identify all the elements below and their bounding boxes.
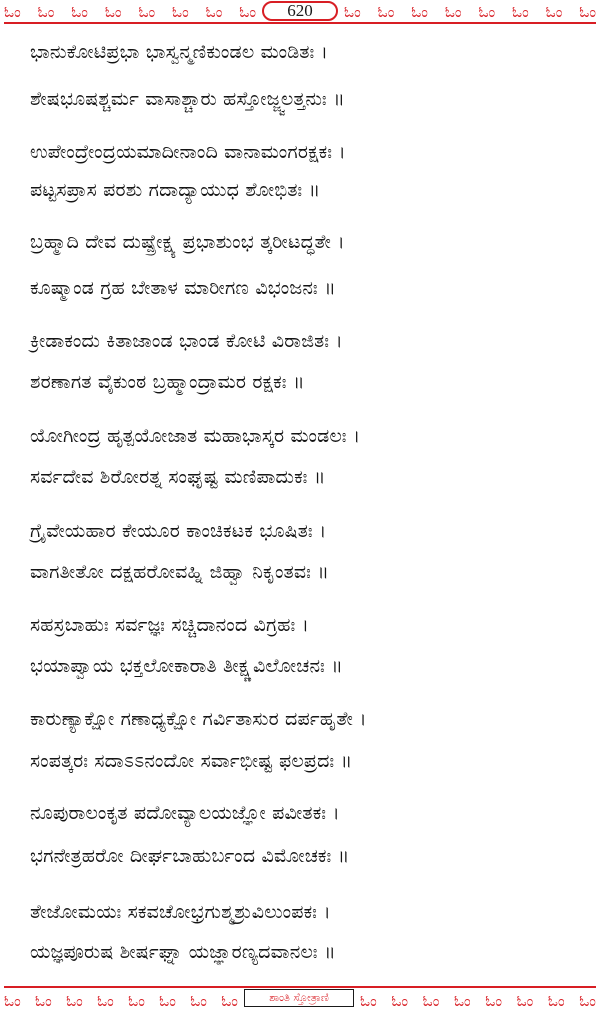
verse-line: ಪಟ್ಟಸಪ್ರಾಸ ಪರಶು ಗದಾದ್ಯಾಯುಧ ಶೋಭಿತಃ ॥: [30, 179, 321, 201]
om-symbol: ಓಂ: [138, 3, 156, 21]
verse-line: ತೇಜೋಮಯಃ ಸಕವಚೋಭ್ರಗುಶ್ಮಶ್ರುವಿಲುಂಪಕಃ ।: [30, 901, 331, 923]
verse-line: ನೂಪುರಾಲಂಕೃತ ಪದೋವ್ಯಾಲಯಜ್ಞೋ ಪವೀತಕಃ ।: [30, 802, 340, 824]
footer-rule: [4, 986, 596, 988]
om-symbol: ಓಂ: [71, 3, 88, 21]
verse-line: ವಾಗತೀತೋ ದಕ್ಷಹರೋವಹ್ನಿ ಜಿಹ್ವಾ ನಿಕೃಂತವಃ ॥: [30, 561, 330, 583]
verse-line: ಭಾನುಕೋಟಿಪ್ರಭಾ ಭಾಸ್ವನ್ಮಣಿಕುಂಡಲ ಮಂಡಿತಃ ।: [30, 41, 329, 63]
om-symbol: ಓಂ: [516, 992, 534, 1010]
verse-line: ಸಹಸ್ರಬಾಹುಃ ಸರ್ವಜ್ಞಃ ಸಚ್ಚಿದಾನಂದ ವಿಗ್ರಹಃ ।: [30, 614, 310, 636]
verse-line: ಕ್ರೀಡಾಕಂದು ಕಿತಾಜಾಂಡ ಭಾಂಡ ಕೋಟಿ ವಿರಾಜಿತಃ ।: [30, 330, 343, 352]
om-symbol: ಓಂ: [453, 992, 471, 1010]
footer-om-row-left: [4, 991, 238, 1011]
om-symbol: ಓಂ: [66, 992, 83, 1010]
page-footer: [0, 986, 600, 1012]
page-number: 620: [262, 1, 338, 21]
om-symbol: ಓಂ: [159, 992, 176, 1010]
om-symbol: ಓಂ: [344, 3, 361, 21]
om-symbol: ಓಂ: [37, 3, 55, 21]
verse-line: ಕಾರುಣ್ಯಾಕ್ಷೋ ಗಣಾಧ್ಯಕ್ಷೋ ಗರ್ವಿತಾಸುರ ದರ್ಪಹೃತೇ ।: [30, 708, 367, 730]
om-symbol: ಓಂ: [221, 992, 238, 1010]
verse-line: ಶೇಷಭೂಷಶ್ಚರ್ಮ ವಾಸಾಶ್ಚಾರು ಹಸ್ತೋಜ್ಜ್ವಲತ್ತನುಃ ॥: [30, 88, 345, 110]
verse-line: ಉಪೇಂದ್ರೇಂದ್ರಯಮಾದೀನಾಂದಿ ವಾನಾಮಂಗರಕ್ಷಕಃ ।: [30, 141, 346, 163]
om-symbol: ಓಂ: [391, 992, 409, 1010]
om-symbol: ಓಂ: [205, 3, 223, 21]
verse-line: ಸರ್ವದೇವ ಶಿರೋರತ್ನ ಸಂಘೃಷ್ಟ ಮಣಿಪಾದುಕಃ ॥: [30, 466, 326, 488]
om-symbol: ಓಂ: [579, 3, 596, 21]
verse-line: ಬ್ರಹ್ಮಾದಿ ದೇವ ದುಷ್ಪ್ರೇಕ್ಷ್ಯ ಪ್ರಭಾಶುಂಭ ತ್ಕರೀಟದ್ಧತೇ ।: [30, 231, 345, 253]
section-title-label: ಶಾಂತಿ ಸ್ತೋತ್ರಾಣಿ: [244, 989, 354, 1007]
om-symbol: ಓಂ: [172, 3, 189, 21]
om-symbol: ಓಂ: [239, 3, 256, 21]
verse-line: ಭಯಾಪ್ವಾಯ ಭಕ್ತಲೋಕಾರಾತಿ ತೀಕ್ಷ್ಣವಿಲೋಚನಃ ॥: [30, 655, 343, 677]
om-symbol: ಓಂ: [104, 3, 122, 21]
om-symbol: ಓಂ: [4, 992, 21, 1010]
om-symbol: ಓಂ: [190, 992, 207, 1010]
om-symbol: ಓಂ: [579, 992, 596, 1010]
om-symbol: ಓಂ: [97, 992, 114, 1010]
verse-line: ಶರಣಾಗತ ವೈಕುಂಠ ಬ್ರಹ್ಮಾಂದ್ರಾಮರ ರಕ್ಷಕಃ ॥: [30, 371, 305, 393]
om-symbol: ಓಂ: [545, 3, 563, 21]
om-symbol: ಓಂ: [422, 992, 440, 1010]
om-symbol: ಓಂ: [444, 3, 462, 21]
verse-line: ಕೂಷ್ಮಾಂಡ ಗ್ರಹ ಬೇತಾಳ ಮಾರೀಗಣ ವಿಭಂಜನಃ ॥: [30, 277, 336, 299]
verse-line: ಯೋಗೀಂದ್ರ ಹೃತ್ಪಯೋಜಾತ ಮಹಾಭಾಸ್ಕರ ಮಂಡಲಃ ।: [30, 425, 361, 447]
footer-om-row-right: [360, 991, 596, 1011]
om-symbol: ಓಂ: [485, 992, 502, 1010]
om-symbol: ಓಂ: [512, 3, 529, 21]
verse-line: ಭಗನೇತ್ರಹರೋ ದೀರ್ಘಬಾಹುರ್ಬಂದ ವಿಮೋಚಕಃ ॥: [30, 845, 350, 867]
om-symbol: ಓಂ: [360, 992, 377, 1010]
verse-line: ಯಜ್ಞಪೂರುಷ ಶೀರ್ಷಘ್ನಾ ಯಜ್ಞಾರಣ್ಯದವಾನಲಃ ॥: [30, 941, 336, 963]
om-symbol: ಓಂ: [547, 992, 565, 1010]
om-symbol: ಓಂ: [128, 992, 145, 1010]
om-symbol: ಓಂ: [4, 3, 21, 21]
om-symbol: ಓಂ: [478, 3, 496, 21]
om-symbol: ಓಂ: [377, 3, 395, 21]
verse-line: ಗ್ರೈವೇಯಹಾರ ಕೇಯೂರ ಕಾಂಚಿಕಟಕ ಭೂಷಿತಃ ।: [30, 520, 327, 542]
verse-line: ಸಂಪತ್ಕರಃ ಸದಾಽಽನಂದೋ ಸರ್ವಾಭೀಷ್ಟ ಫಲಪ್ರದಃ ॥: [30, 750, 353, 772]
om-symbol: ಓಂ: [411, 3, 428, 21]
om-symbol: ಓಂ: [35, 992, 52, 1010]
